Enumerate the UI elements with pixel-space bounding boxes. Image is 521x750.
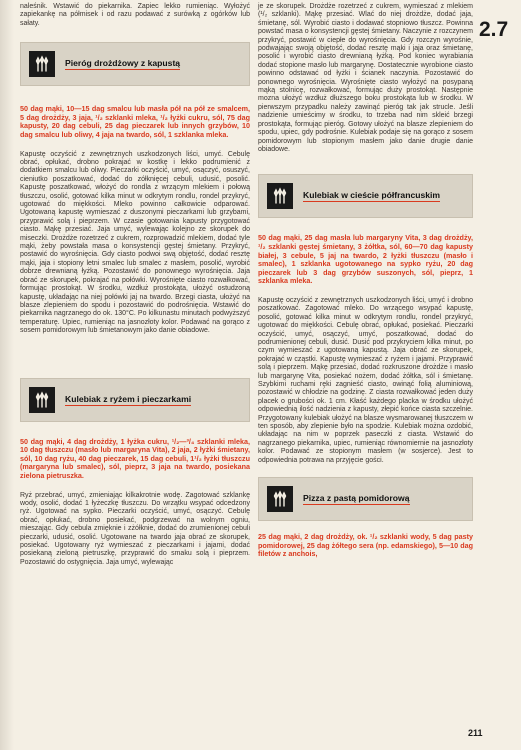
left-column — [20, 0, 250, 567]
recipe-method: Ryż przebrać, umyć, zmieniając kilkakrotnie wodę. Zagotować szklankę wody, osolić, dodać 1 łyżeczkę tłuszczu. Do wrzątku wsypać odcedzony ryż. Ugotować na sypko. Pieczarki oczyścić, umyć, osączyć. Cebulę obrać, opłukać, drobno posiekać, podgrzewać na wolnym ogniu, mieszając. Gdy cebula zmięknie i zżółknie, dodać do zrumienionej cebuli pieczarki, udusić, osolić. Ugotowane na twardo jaja obrać ze skorupek, posiekać. Ugotowany ryż wymieszać z pieczarkami i jajami, dodać posiekaną zieloną pietruszkę, przyprawić do smaku solą i pieprzem. Pozostawić do ostygnięcia. Jaja umyć, wylewając — [20, 491, 250, 566]
recipe-title: Kulebiak w cieście półfrancuskim — [303, 190, 441, 201]
recipe-ingredients: 50 dag mąki, 25 dag masła lub margaryny Vita, 3 dag drożdży, ¹/₂ szklanki gęstej śmietany, 3 żółtka, sól, 60—70 dag kapusty białej, 3 cebule, 5 jaj na twardo, 2 łyżki tłuszczu (masło i smalec), 1 szklanka ugotowanego na sypko ryżu, 20 dag pieczarek lub 3 dag grzybów suszonych, sól, pieprz, 1 szklanka mleka. — [258, 233, 473, 286]
recipe-title: Pizza z pastą pomidorową — [303, 493, 410, 503]
recipe-ingredients: 50 dag mąki, 4 dag drożdży, 1 łyżka cukru, ¹/₂—³/₄ szklanki mleka, 10 dag tłuszczu (masło lub margaryna Vita), 2 jaja, 2 łyżki śmietany, sól, 10 dag ryżu, 40 dag pieczarek, 15 dag cebuli, 1¹/₂ łyżki tłuszczu (margaryna lub smalec), sól, pieprz, 3 jaja na twardo, posiekana zielona pietruszka. — [20, 436, 250, 480]
page-binding-shadow — [0, 0, 14, 750]
page-number: 211 — [468, 728, 483, 738]
left-intro-text: naleśnik. Wstawić do piekarnika. Zapiec lekko rumieniąc. Wyłożyć zapiekankę na półmisek i od razu podawać z surówką z ogórków lub sałaty. — [20, 3, 250, 27]
recipe-header-kulebiak-francuski — [258, 174, 473, 218]
chapter-number: 2.7 — [479, 18, 509, 41]
recipe-ingredients: 25 dag mąki, 2 dag drożdży, ok. ¹/₂ szklanki wody, 5 dag pasty pomidorowej, 25 dag żółtego sera (np. edamskiego), 5—10 dag filetów z anchois, — [258, 532, 473, 559]
wheat-sheaf-icon — [29, 387, 55, 413]
recipe-header-pierog — [20, 42, 250, 86]
wheat-sheaf-icon — [267, 486, 293, 512]
recipe-method: Kapustę oczyścić z zewnętrznych uszkodzonych liści, umyć i drobno poszatkować. Zagotować mleko. Do wrzącego wsypać kapustę, posolić, gotować kilka minut w odkrytym rondlu, rondel przykryć, ugotować do miękkości. Cebulę obrać, opłukać, posiekać. Pieczarki oczyścić, umyć, osączyć, umyć, poszatkować, dodać do podrumienionej cebuli, dusić. Dusić pod przykryciem kilka minut, po czym wymieszać z ugotowaną kapustą. Jaja obrać ze skorupek, pokrajać w cząstki. Kapustę wymieszać z ryżem i jajami. Przyprawić solą i pieprzem. Mąkę przesiać, dodać rozkruszone drożdże i masło lub margarynę Vita, posiekać nożem, dodać żółtka, sól i śmietanę. Szybkimi ruchami ręki zagnieść ciasto, owinąć folią aluminiową, pozostawić w chłodzie na godzinę. Z ciasta rozwałkować jeden duży placek o grubości ok. 1 cm. Kłaść każdego placka w środku ułożyć odpowiednią ilość nadzienia z kapusty, złepić końce ciasta szczelnie. Przygotowany kulebiak ułożyć na blasze wysmarowanej tłuszczem w ten sposób, aby zlepienie było na spodzie. Kulebiak można ozdobić, układając na nim w poprzek paseczki z ciasta. Wstawić do nagrzanego piekarnika, upiec, rumieniąc równomiernie na jasnozłoty kolor. Podawać ze stopionym masłem (w sosjerce). Jest to odpowiednia potrawa na przyjęcie gości. — [258, 296, 473, 464]
recipe-method: Kapustę oczyścić z zewnętrznych uszkodzonych liści, umyć. Cebulę obrać, opłukać, drobno pokrajać w kostkę i lekko podrumienić z dodatkiem smalcu lub oliwy. Pieczarki oczyścić, umyć, osączyć, osuszyć, cieniutko poszatkować, dodać do zółknięcej cebuli, udusić, posolić. Kapustę poszatkować, włożyć do rondla z wrzącym mlekiem i połową tłuszczu, osolić, gotować kilka minut w odkrytym rondlu, rondel przykryć, ugotować do miękkości. Mleko powinno całkowicie odparować. Ugotowaną kapustę wymieszać z duszonymi pieczarkami lub grzybami, przyprawić solą i pieprzem. W czasie gotowania kapusty przygotować ciasto. Mąkę przesiać. Jaja umyć, wylewając kolejno ze skorupek do miseczki. Drożdże rozetrzeć z cukrem, rozprowadzić mlekiem, dodać tyle mąki, żeby powstała masa o konsystencji gęstej śmietany. Przykryć, postawić do wyrośnięcia. Gdy ciasto podwoi swą objętość, dodać resztę mąki, jaja i stopiony letni smalec lub smalec z masłem, posolić, wyrobić dobrze drewnianą łyżką. Pozostawić do ponownego wyrośnięcia. Jaja obrać ze skorupek, pokrajać na połówki. Wyrośnięte ciasto rozwałkować, formując prostokąt. W środku, wzdłuż prostokąta, ułożyć ostudzoną kapustę, układając na niej połówki jaj na twardo. Brzegi ciasta, ułożyć na blasze zlepieniem do spodu i pozostawić do podrośnięcia. Wstawić do piekarnika nagrzanego do ok. 130°C. Po kilkunastu minutach podwyższyć temperaturę. Upiec, rumieniąc na jasnozłoty kolor. Podawać na gorąco z sosem pomidorowym lub śmietanowym jako danie obiadowe. — [20, 150, 250, 335]
recipe-header-pizza — [258, 477, 473, 521]
recipe-title: Pieróg drożdżowy z kapustą — [65, 58, 181, 69]
right-intro-text: je ze skorupek. Drożdże rozetrzeć z cukrem, wymieszać z mlekiem (¹/₂ szklanki). Mąkę przesiać. Wlać do niej drożdże, dodać jaja, śmietanę, sól. Wyrobić ciasto i dodawać stopniowo tłuszcz. Powinna powstać masa o konsystencji gęstej śmietany. Naczynie z rozczynem przykryć, postawić w ciepłe do wyrośnięcia. Gdy rozczyn wyrośnie, podwajając swoją objętość, dodać resztę mąki i jaja oraz śmietanę, posolić i wyrobić ciasto drewnianą łyżką. Pod koniec wyrabiania dodać stopione masło lub margarynę. Dostatecznie wyrobione ciasto powinno odstawać od łyżki i ścianek naczynia. Pozostawić do ponownego wyrośnięcia. Wyrośnięte ciasto wyłożyć na posypaną mąką stolnicę, rozwałkować, formując duży prostokąt. Następnie mozna ułożyć wzdłuż dłuższego boku prostokąta lub w środku. W pierwszym przypadku należy zawinąć pieróg tak jak strucle. Jeśli nadzienie umieścimy w środku, to trzeba nad nim skleić brzegi prostokąta, formując pieróg. Gotowy ułożyć na blasze zlepieniem do spodu, upiec, gdy podrośnie. Kulebiak podaje się na gorąco z sosem pomidorowym lub stopionym masłem jako danie drugie danie obiadowe. — [258, 3, 473, 153]
recipe-title: Kulebiak z ryżem i pieczarkami — [65, 393, 192, 404]
right-column — [258, 0, 473, 559]
wheat-sheaf-icon — [29, 51, 55, 77]
recipe-header-kulebiak-ryz — [20, 378, 250, 422]
recipe-ingredients: 50 dag mąki, 10—15 dag smalcu lub masła pół na pół ze smalcem, 5 dag drożdży, 3 jaja, ¹/₂ szklanki mleka, ¹/₂ łyżki cukru, sól, 75 dag kapusty, 20 dag cebuli, 25 dag pieczarek lub innych grzybów, 10 dag smalcu lub oliwy, 4 jaja na twardo, sól, 1 szklanka mleka. — [20, 104, 250, 139]
wheat-sheaf-icon — [267, 183, 293, 209]
